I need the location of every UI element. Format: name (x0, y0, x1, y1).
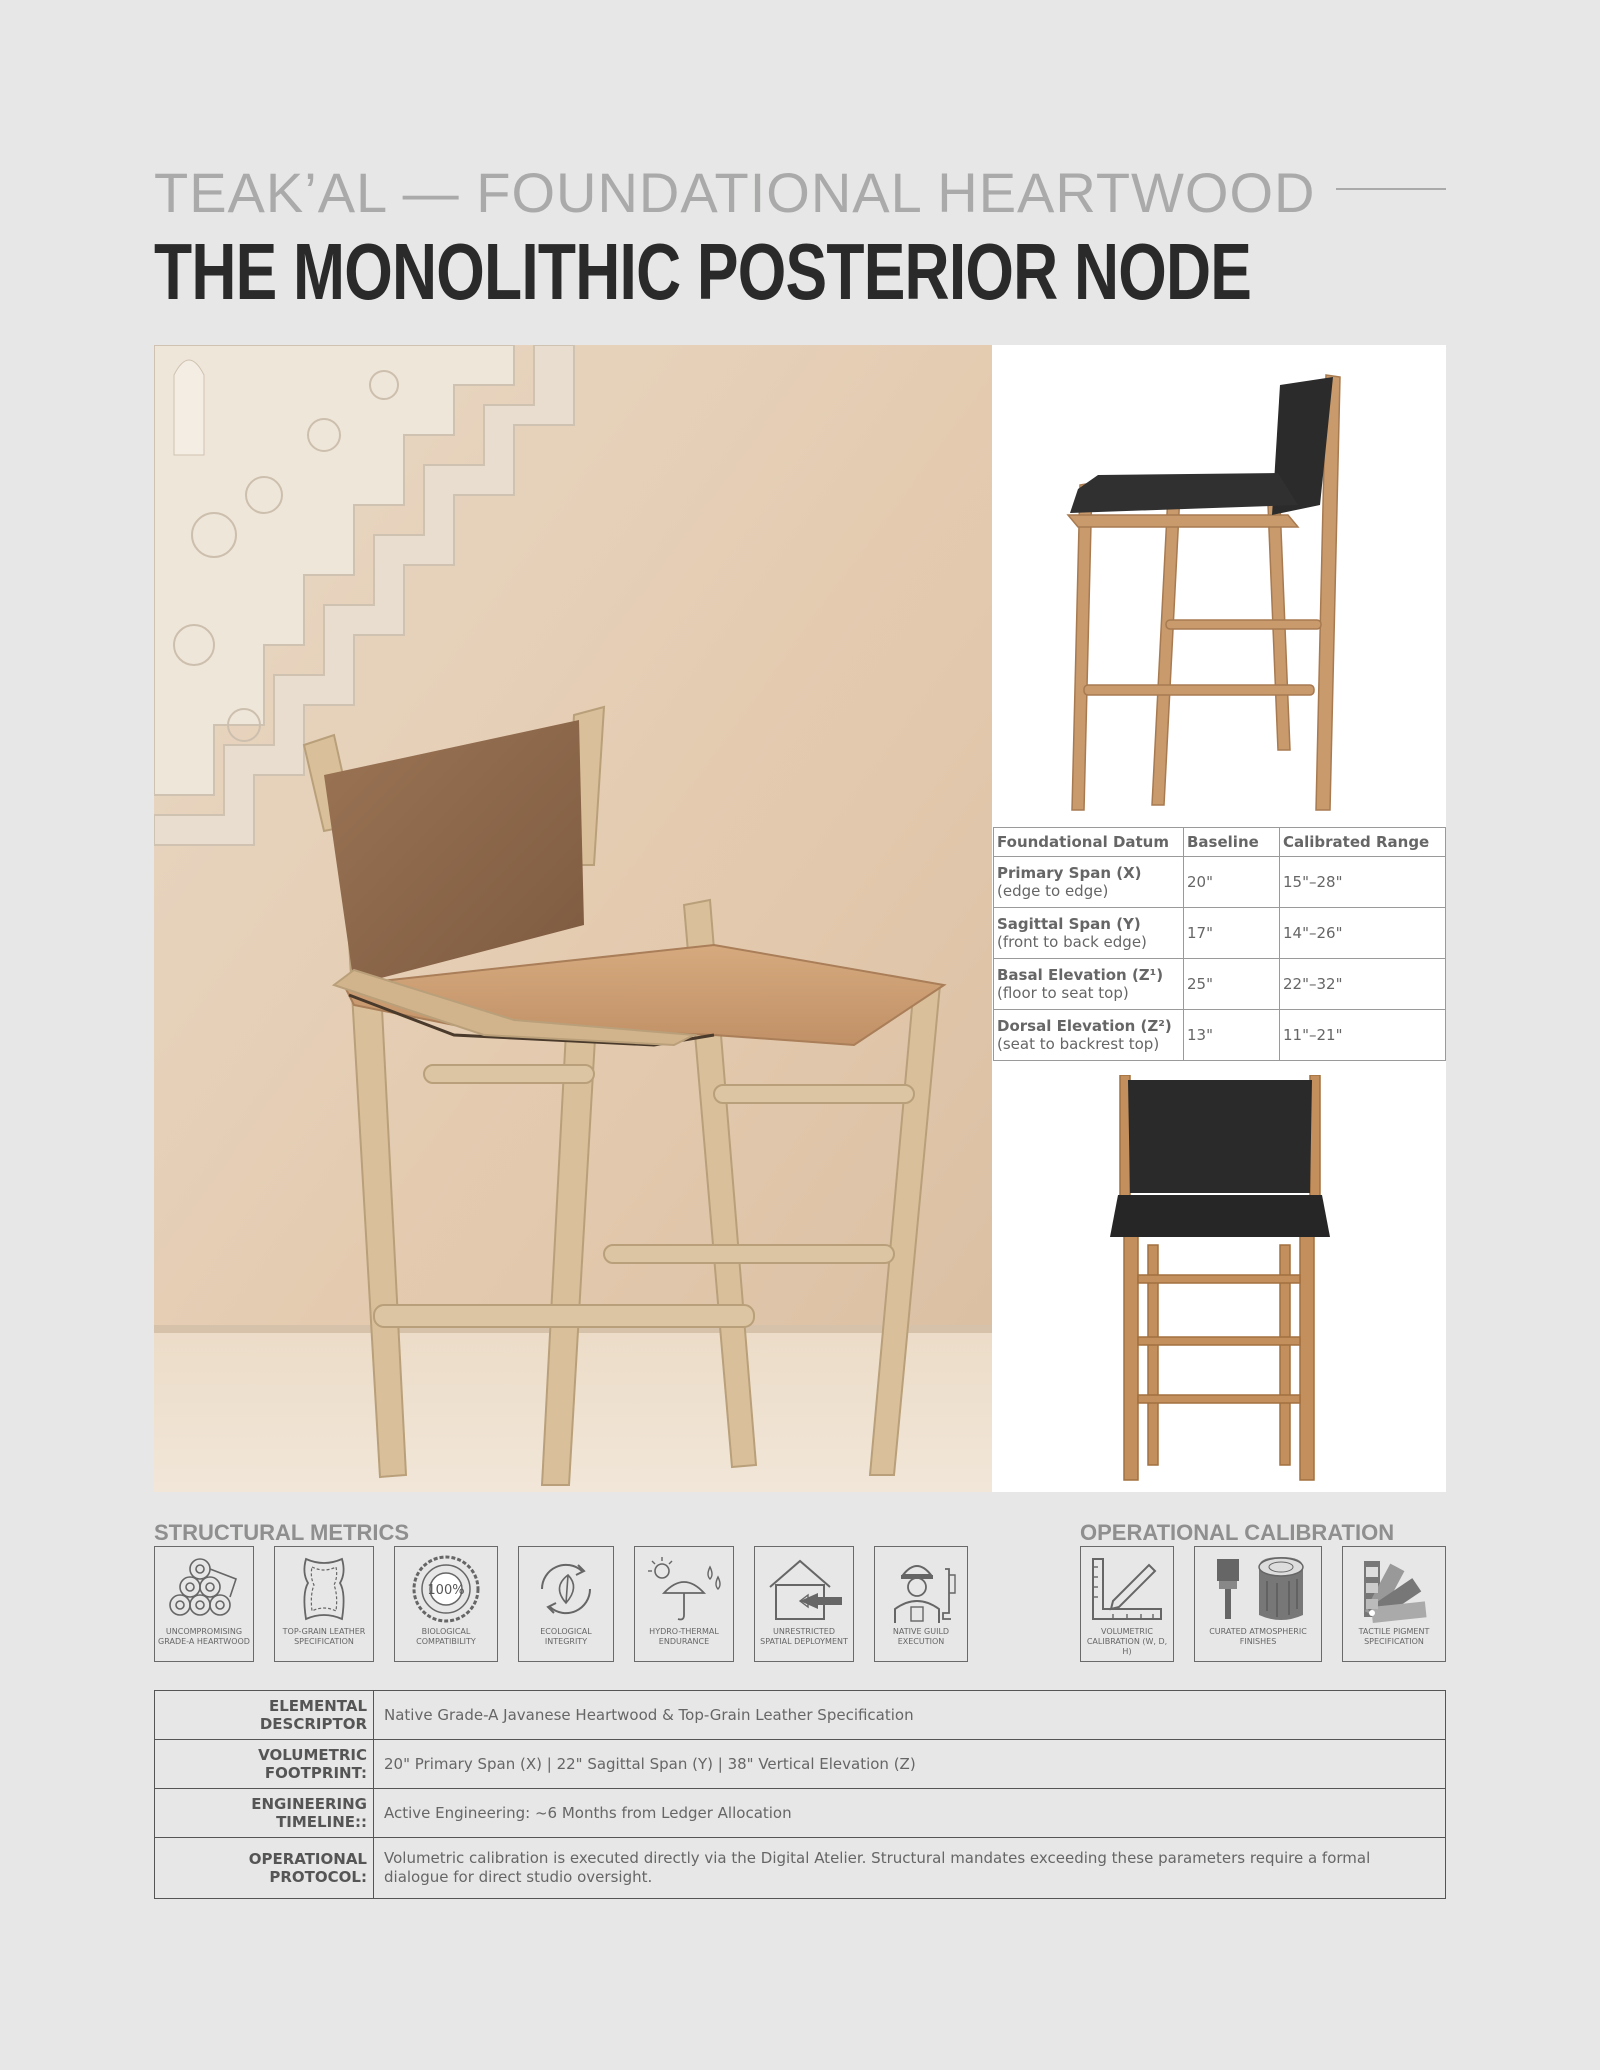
dimensions-table (993, 827, 1446, 1061)
page-eyebrow: TEAK’AL — FOUNDATIONAL HEARTWOOD (154, 161, 1316, 224)
baseline-value: 20" (1184, 857, 1280, 908)
badge-hydrothermal (634, 1546, 734, 1662)
ruler-pencil-icon (1083, 1553, 1171, 1625)
badge-caption: BIOLOGICAL COMPATIBILITY (416, 1627, 476, 1646)
weather-umbrella-icon (640, 1553, 728, 1625)
swatch-fan-icon (1350, 1553, 1438, 1625)
table-row (994, 1010, 1446, 1061)
table-row (155, 1691, 1446, 1740)
table-row (155, 1838, 1446, 1899)
spec-table (154, 1690, 1446, 1899)
eyebrow-rule (1336, 188, 1446, 190)
dimension-label: Basal Elevation (Z¹) (997, 966, 1164, 984)
badge-volumetric (1080, 1546, 1174, 1662)
table-row (994, 857, 1446, 908)
page-title: THE MONOLITHIC POSTERIOR NODE (154, 227, 1252, 316)
badge-caption: TACTILE PIGMENT SPECIFICATION (1358, 1627, 1430, 1646)
spec-value: 20" Primary Span (X) | 22" Sagittal Span (Y) | 38" Vertical Elevation (Z) (374, 1740, 1446, 1789)
table-row (994, 959, 1446, 1010)
badge-caption: ECOLOGICAL INTEGRITY (540, 1627, 592, 1646)
badge-caption: NATIVE GUILD EXECUTION (892, 1627, 950, 1646)
baseline-value: 17" (1184, 908, 1280, 959)
brush-wood-icon (1203, 1553, 1313, 1625)
seal-text: 100% (427, 1583, 465, 1598)
range-value: 15"–28" (1280, 857, 1446, 908)
dimension-note: (floor to seat top) (997, 984, 1129, 1002)
badge-ecological (518, 1546, 614, 1662)
logs-icon (160, 1553, 248, 1625)
badge-caption: HYDRO-THERMAL ENDURANCE (649, 1627, 719, 1646)
column-header: Baseline (1184, 828, 1280, 857)
side-view-photo (1058, 355, 1378, 815)
badge-leather (274, 1546, 374, 1662)
range-value: 22"–32" (1280, 959, 1446, 1010)
badge-caption: UNRESTRICTED SPATIAL DEPLOYMENT (760, 1627, 848, 1646)
house-arrow-icon (760, 1553, 848, 1625)
badge-caption: TOP-GRAIN LEATHER SPECIFICATION (282, 1627, 366, 1646)
column-header: Calibrated Range (1280, 828, 1446, 857)
badge-hypoallergenic (394, 1546, 498, 1662)
dimension-note: (edge to edge) (997, 882, 1109, 900)
dimension-note: (seat to backrest top) (997, 1035, 1160, 1053)
badge-caption: UNCOMPROMISING GRADE-A HEARTWOOD (158, 1627, 250, 1646)
badge-caption: VOLUMETRIC CALIBRATION (W, D, H) (1086, 1627, 1168, 1656)
table-row (994, 908, 1446, 959)
dimension-label: Dorsal Elevation (Z²) (997, 1017, 1172, 1035)
table-row (155, 1740, 1446, 1789)
range-value: 14"–26" (1280, 908, 1446, 959)
dimension-label: Primary Span (X) (997, 864, 1142, 882)
operational-calibration-title: OPERATIONAL CALIBRATION (1080, 1520, 1395, 1545)
spec-key: ELEMENTAL DESCRIPTOR (155, 1691, 374, 1740)
badge-spatial (754, 1546, 854, 1662)
spec-key: ENGINEERING TIMELINE:: (155, 1789, 374, 1838)
badge-finishes (1194, 1546, 1322, 1662)
badge-heartwood (154, 1546, 254, 1662)
column-header: Foundational Datum (994, 828, 1184, 857)
leather-hide-icon (280, 1553, 368, 1625)
table-header-row (994, 828, 1446, 857)
spec-value: Active Engineering: ~6 Months from Ledger Allocation (374, 1789, 1446, 1838)
spec-value: Native Grade-A Javanese Heartwood & Top-Grain Leather Specification (374, 1691, 1446, 1740)
spec-key: OPERATIONAL PROTOCOL: (155, 1838, 374, 1899)
craftsman-icon (877, 1553, 965, 1625)
range-value: 11"–21" (1280, 1010, 1446, 1061)
baseline-value: 25" (1184, 959, 1280, 1010)
front-view-photo (1100, 1075, 1340, 1485)
lifestyle-photo (154, 345, 992, 1492)
spec-key: VOLUMETRIC FOOTPRINT: (155, 1740, 374, 1789)
badge-caption: CURATED ATMOSPHERIC FINISHES (1209, 1627, 1307, 1646)
table-row (155, 1789, 1446, 1838)
hypoallergenic-seal-icon (402, 1553, 490, 1625)
recycle-leaf-icon (522, 1553, 610, 1625)
dimension-note: (front to back edge) (997, 933, 1147, 951)
badge-pigment (1342, 1546, 1446, 1662)
structural-metrics-title: STRUCTURAL METRICS (154, 1520, 410, 1545)
dimension-label: Sagittal Span (Y) (997, 915, 1141, 933)
baseline-value: 13" (1184, 1010, 1280, 1061)
badge-guild (874, 1546, 968, 1662)
spec-value: Volumetric calibration is executed directly via the Digital Atelier. Structural mandates exceeding these parameters require a formal dialogue for direct studio oversight. (374, 1838, 1446, 1899)
